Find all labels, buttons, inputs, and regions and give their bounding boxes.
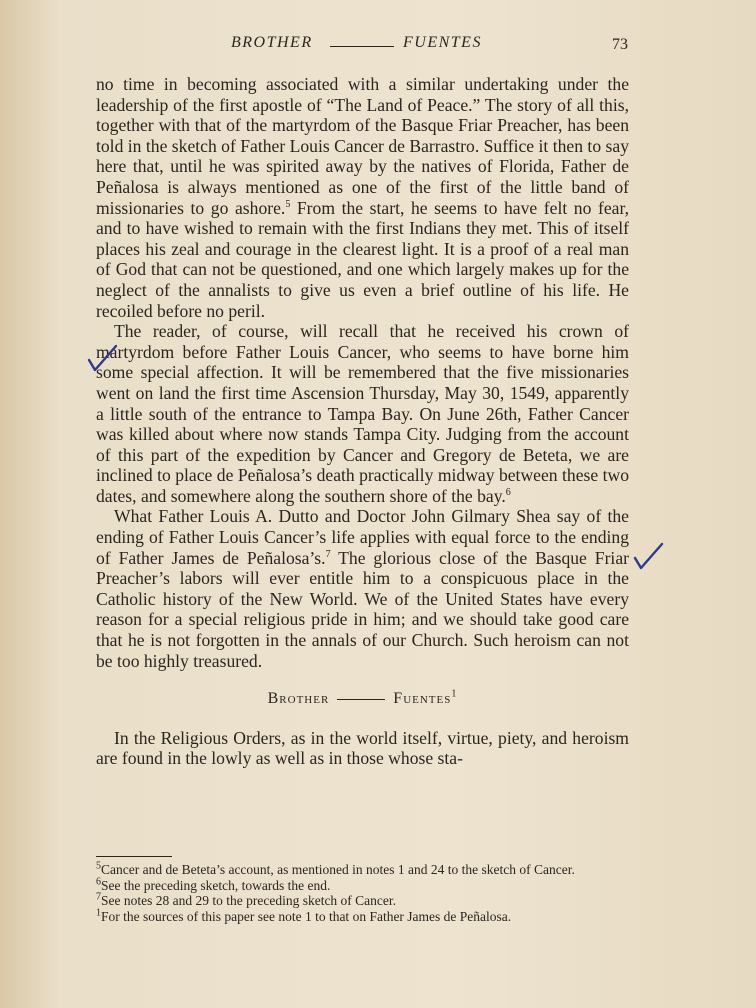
paragraph-1-text: no time in becoming associated with a similar undertaking under the leadership of the first apostle of “The Land of Peace.” The story of all this, together with that of the martyrdom of the Basque Friar Preacher, has been told in the sketch of Father Louis Cancer de Barrastro. Suffice it then to say here that, until he was spirited away by the natives of Florida, Father de Peñalosa is always mentioned as one of the first of the little band of missionaries to go ashore. xyxy=(96,74,629,218)
note-ref-1: 1 xyxy=(451,688,458,700)
section-heading-dash xyxy=(337,699,385,700)
section-heading-right: Fuentes xyxy=(393,690,452,708)
paragraph-1-rest: From the start, he seems to have felt no fear, and to have wished to remain with the first Indians they met. This of itself places his zeal and courage in the clearest light. It is a proof of a real man of God that can not be questioned, and one which largely makes up for the neglect of the annalists to give us even a brief outline of his life. He recoiled before no peril. xyxy=(96,197,630,321)
pen-checkmark-icon xyxy=(632,540,666,574)
footnote-mark: 7 xyxy=(96,891,101,903)
footnote-rule xyxy=(96,856,172,857)
running-head-dash xyxy=(330,46,394,47)
paragraph-1 xyxy=(96,74,629,321)
running-head-left: BROTHER xyxy=(231,34,313,51)
footnote-mark: 5 xyxy=(96,860,101,872)
footnote-text: Cancer and de Beteta’s account, as mentioned in notes 1 and 24 to the sketch of Cancer. xyxy=(101,862,575,877)
section-heading-left: Brother xyxy=(267,690,330,708)
paragraph-2-text: The reader, of course, will recall that he received his crown of martyrdom before Father Louis Cancer, who seems to have borne him some special affection. It will be remembered that the five missionaries went on land the first time Ascension Thursday, May 30, 1549, apparently a little south of the entrance to Tampa Bay. On June 26th, Father Cancer was killed about where now stands Tampa City. Judging from the account of this part of the expedition by Cancer and Gregory de Beteta, we are inclined to place de Peñalosa’s death practically midway between these two dates, and somewhere along the southern shore of the bay. xyxy=(96,321,629,506)
footnote xyxy=(96,893,629,909)
note-ref-7: 7 xyxy=(325,548,331,560)
footnote xyxy=(96,862,629,878)
paragraph-4-text: In the Religious Orders, as in the world itself, virtue, piety, and heroism are found in the lowly as well as in those whose sta- xyxy=(96,727,629,769)
paragraph-3-rest: The glorious close of the Basque Friar Preacher’s labors will ever entitle him to a conspicuous place in the Catholic history of the New World. We of the United States have every reason for a special religious pride in him; and we should take good care that he is not forgotten in the annals of our Church. Such heroism can not be too highly treasured. xyxy=(96,547,629,671)
body-text xyxy=(96,74,629,769)
pen-checkmark-icon xyxy=(86,342,120,376)
footnote-text: For the sources of this paper see note 1 to that on Father James de Peñalosa. xyxy=(101,908,512,924)
running-head xyxy=(0,34,756,58)
paragraph-3-text: What Father Louis A. Dutto and Doctor John Gilmary Shea say of the ending of Father Louis Cancer’s life applies with equal force to the ending of Father James de Peñalosa’s. xyxy=(96,506,629,568)
footnote-mark: 1 xyxy=(96,907,101,918)
running-head-right: FUENTES xyxy=(403,34,482,51)
note-ref-6: 6 xyxy=(505,487,511,499)
note-ref-5: 5 xyxy=(285,198,291,210)
paragraph-3 xyxy=(96,506,629,671)
footnote xyxy=(96,878,629,894)
section-heading xyxy=(96,689,629,710)
paragraph-2 xyxy=(96,321,629,506)
footnote xyxy=(96,909,629,925)
footnote-text: See the preceding sketch, towards the end. xyxy=(101,877,331,893)
footnote-text: See notes 28 and 29 to the preceding sketch of Cancer. xyxy=(101,893,397,908)
footnotes xyxy=(96,862,629,924)
paragraph-4 xyxy=(96,728,629,769)
footnote-mark: 6 xyxy=(96,876,101,887)
page-number: 73 xyxy=(612,36,628,53)
